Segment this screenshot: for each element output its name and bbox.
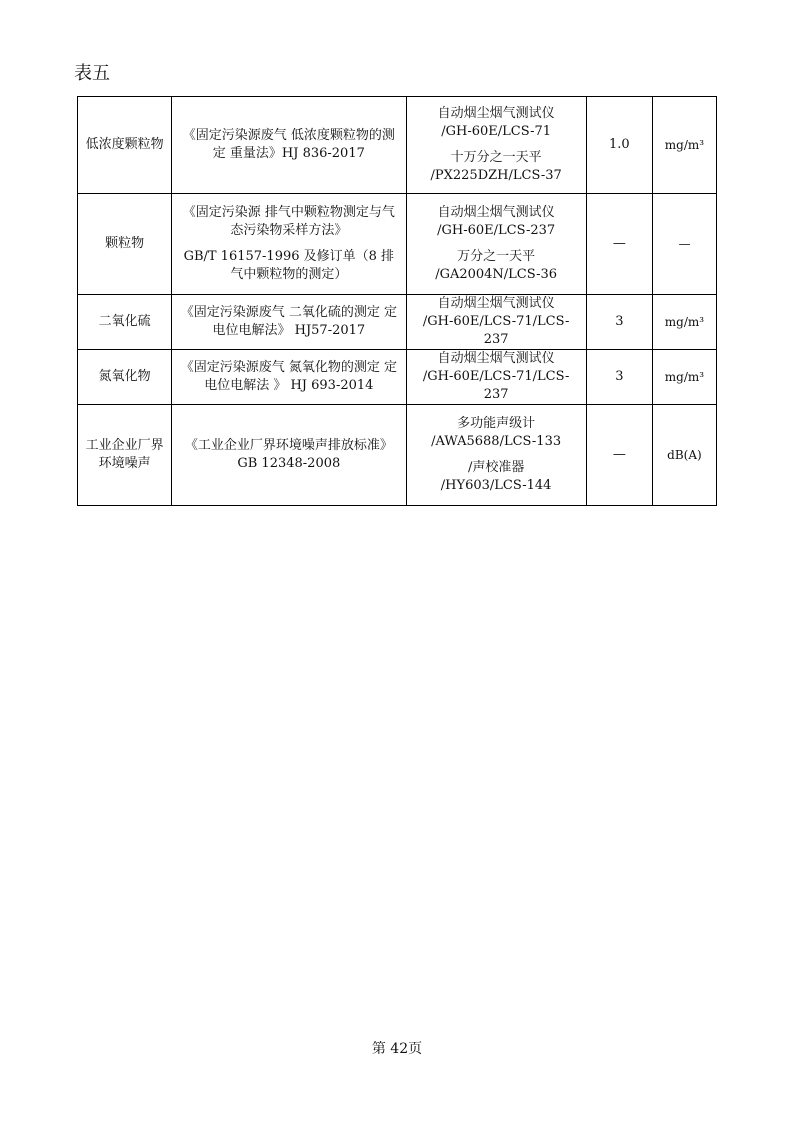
detection-limit: — (612, 447, 626, 462)
unit-value: — (678, 237, 691, 251)
instrument-model: /PX225DZH/LCS-37 (430, 168, 562, 183)
instrument-cell (406, 97, 586, 194)
item-cell (78, 194, 172, 295)
instrument-model: /GH-60E/LCS-71/LCS-237 (422, 369, 570, 402)
method-text: 《固定污染源 排气中颗粒物测定与气态污染物采样方法》 (182, 205, 395, 238)
unit-cell (652, 295, 716, 350)
instrument-name: 自动烟尘烟气测试仪 (437, 205, 555, 220)
method-cell (172, 405, 406, 506)
instrument-name: 自动烟尘烟气测试仪 (437, 106, 555, 121)
instrument-model: /GH-60E/LCS-237 (437, 223, 556, 238)
limit-cell (586, 405, 652, 506)
table-row (78, 194, 717, 295)
unit-cell (652, 194, 716, 295)
instrument-model: /GA2004N/LCS-36 (435, 267, 558, 282)
item-cell (78, 405, 172, 506)
table-row (78, 97, 717, 194)
item-name: 工业企业厂界环境噪声 (85, 438, 164, 471)
detection-limit: — (612, 236, 626, 251)
method-cell (172, 97, 406, 194)
unit-value: mg/m³ (664, 138, 705, 152)
instrument-model: /GH-60E/LCS-71 (441, 124, 552, 139)
item-name: 二氧化硫 (98, 314, 151, 329)
table-title: 表五 (74, 63, 110, 84)
limit-cell (586, 97, 652, 194)
detection-limit: 1.0 (608, 137, 630, 152)
table-row (78, 405, 717, 506)
instrument-model: /AWA5688/LCS-133 (431, 434, 562, 449)
method-cell (172, 295, 406, 350)
unit-cell (652, 97, 716, 194)
instrument-cell (406, 295, 586, 350)
item-cell (78, 295, 172, 350)
item-name: 低浓度颗粒物 (85, 137, 164, 152)
method-cell (172, 194, 406, 295)
unit-cell (652, 405, 716, 506)
item-cell (78, 350, 172, 405)
page-number: 第 42页 (371, 1041, 423, 1057)
instrument-name: 自动烟尘烟气测试仪 (437, 351, 555, 366)
item-name: 颗粒物 (105, 236, 145, 251)
instrument-name: 自动烟尘烟气测试仪 (437, 296, 555, 311)
item-cell (78, 97, 172, 194)
instrument-name: /声校准器 (467, 460, 525, 475)
method-text: 《固定污染源废气 低浓度颗粒物的测定 重量法》HJ 836-2017 (182, 128, 395, 161)
method-text: 《固定污染源废气 氮氧化物的测定 定电位电解法 》 HJ 693-2014 (180, 360, 397, 393)
unit-cell (652, 350, 716, 405)
table-row (78, 350, 717, 405)
monitoring-methods-table (77, 96, 717, 506)
instrument-name: 十万分之一天平 (450, 150, 542, 165)
instrument-cell (406, 194, 586, 295)
detection-limit: 3 (615, 314, 624, 329)
instrument-cell (406, 405, 586, 506)
method-cell (172, 350, 406, 405)
unit-value: mg/m³ (664, 370, 705, 384)
instrument-name: 万分之一天平 (457, 249, 536, 264)
method-text: 《工业企业厂界环境噪声排放标准》GB 12348-2008 (184, 438, 393, 471)
unit-value: mg/m³ (664, 315, 705, 329)
limit-cell (586, 194, 652, 295)
table-row (78, 295, 717, 350)
limit-cell (586, 350, 652, 405)
detection-limit: 3 (615, 369, 624, 384)
instrument-model: /HY603/LCS-144 (440, 478, 552, 493)
unit-value: dB(A) (667, 448, 702, 462)
instrument-model: /GH-60E/LCS-71/LCS-237 (422, 314, 570, 347)
method-text: 《固定污染源废气 二氧化硫的测定 定电位电解法》 HJ57-2017 (180, 305, 397, 338)
limit-cell (586, 295, 652, 350)
item-name: 氮氧化物 (98, 369, 151, 384)
instrument-name: 多功能声级计 (457, 416, 536, 431)
instrument-cell (406, 350, 586, 405)
method-text: GB/T 16157-1996 及修订单（8 排气中颗粒物的测定） (183, 249, 395, 282)
